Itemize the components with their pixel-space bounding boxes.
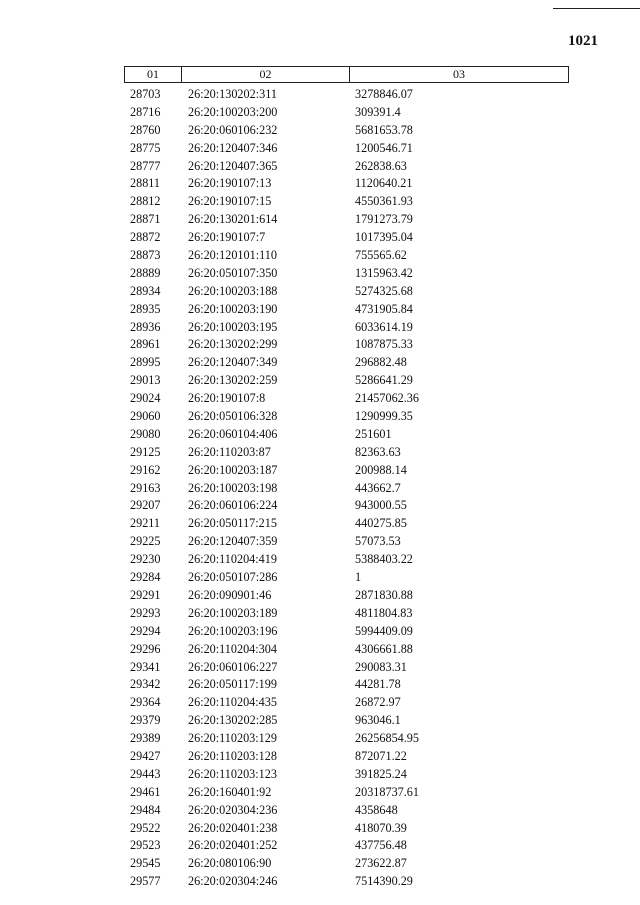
row-number-cell: 29293 [130,605,161,620]
cadastral-number-cell: 26:20:130202:299 [188,337,278,352]
row-number-cell: 29211 [130,516,161,531]
row-number-cell: 28777 [130,158,161,173]
table-row [0,301,640,319]
cadastral-number-cell: 26:20:050107:286 [188,570,278,585]
table-row [0,533,640,551]
value-cell: 309391.4 [355,104,401,119]
cadastral-number-cell: 26:20:100203:200 [188,104,278,119]
row-number-cell: 29341 [130,659,161,674]
cadastral-number-cell: 26:20:130202:285 [188,713,278,728]
cadastral-number-cell: 26:20:050107:350 [188,265,278,280]
row-number-cell: 29522 [130,820,161,835]
table-row [0,515,640,533]
cadastral-number-cell: 26:20:100203:190 [188,301,278,316]
table-row [0,408,640,426]
row-number-cell: 29443 [130,766,161,781]
table-row [0,837,640,855]
cadastral-number-cell: 26:20:020401:252 [188,838,278,853]
cadastral-number-cell: 26:20:110204:435 [188,695,277,710]
cadastral-number-cell: 26:20:120407:346 [188,140,278,155]
row-number-cell: 29230 [130,552,161,567]
row-number-cell: 29024 [130,391,161,406]
table-row [0,766,640,784]
table-row [0,336,640,354]
table-row [0,820,640,838]
value-cell: 273622.87 [355,856,407,871]
row-number-cell: 28934 [130,283,161,298]
table-row [0,211,640,229]
table-row [0,730,640,748]
table-row [0,551,640,569]
value-cell: 4731905.84 [355,301,413,316]
cadastral-number-cell: 26:20:020304:246 [188,874,278,889]
cadastral-number-cell: 26:20:130201:614 [188,212,278,227]
value-cell: 1120640.21 [355,176,413,191]
cadastral-number-cell: 26:20:130202:311 [188,87,277,101]
table-row [0,390,640,408]
cadastral-number-cell: 26:20:100203:198 [188,480,278,495]
value-cell: 5388403.22 [355,552,413,567]
table-row [0,354,640,372]
table-row [0,462,640,480]
value-cell: 443662.7 [355,480,401,495]
cadastral-number-cell: 26:20:190107:15 [188,194,272,209]
row-number-cell: 29225 [130,534,161,549]
table-row [0,605,640,623]
cadastral-number-cell: 26:20:020304:236 [188,802,278,817]
row-number-cell: 29484 [130,802,161,817]
table-row [0,175,640,193]
value-cell: 26256854.95 [355,731,419,746]
table-row [0,158,640,176]
table-row [0,319,640,337]
table-row [0,497,640,515]
cadastral-number-cell: 26:20:100203:189 [188,605,278,620]
value-cell: 1791273.79 [355,212,413,227]
row-number-cell: 28935 [130,301,161,316]
cadastral-number-cell: 26:20:120407:349 [188,355,278,370]
value-cell: 26872.97 [355,695,401,710]
table-row [0,694,640,712]
table-row [0,784,640,802]
value-cell: 200988.14 [355,462,407,477]
cadastral-number-cell: 26:20:050117:199 [188,677,277,692]
cadastral-number-cell: 26:20:190107:13 [188,176,272,191]
value-cell: 1315963.42 [355,265,413,280]
table-row [0,873,640,891]
value-cell: 296882.48 [355,355,407,370]
table-row [0,748,640,766]
value-cell: 1 [355,570,362,585]
value-cell: 1087875.33 [355,337,413,352]
table-row [0,426,640,444]
row-number-cell: 28871 [130,212,161,227]
value-cell: 290083.31 [355,659,407,674]
value-cell: 755565.62 [355,248,407,263]
column-header-02: 02 [259,67,272,81]
cadastral-number-cell: 26:20:110204:304 [188,641,277,656]
row-number-cell: 28760 [130,122,161,137]
cadastral-number-cell: 26:20:190107:7 [188,230,266,245]
cadastral-number-cell: 26:20:160401:92 [188,784,272,799]
value-cell: 872071.22 [355,748,407,763]
row-number-cell: 28812 [130,194,161,209]
value-cell: 943000.55 [355,498,407,513]
table-row [0,86,640,104]
value-cell: 1017395.04 [355,230,413,245]
row-number-cell: 28961 [130,337,161,352]
table-row [0,802,640,820]
value-cell: 3278846.07 [355,87,413,101]
cadastral-number-cell: 26:20:100203:196 [188,623,278,638]
value-cell: 21457062.36 [355,391,419,406]
cadastral-number-cell: 26:20:100203:188 [188,283,278,298]
row-number-cell: 28995 [130,355,161,370]
row-number-cell: 28889 [130,265,161,280]
value-cell: 44281.78 [355,677,401,692]
table-row [0,480,640,498]
table-row [0,122,640,140]
cadastral-number-cell: 26:20:090901:46 [188,587,272,602]
table-row [0,623,640,641]
row-number-cell: 29296 [130,641,161,656]
value-cell: 1200546.71 [355,140,413,155]
value-cell: 437756.48 [355,838,407,853]
value-cell: 262838.63 [355,158,407,173]
cadastral-number-cell: 26:20:110203:87 [188,444,271,459]
value-cell: 5274325.68 [355,283,413,298]
cadastral-number-cell: 26:20:060106:224 [188,498,278,513]
cadastral-number-cell: 26:20:060106:232 [188,122,278,137]
cadastral-number-cell: 26:20:050117:215 [188,516,277,531]
cadastral-number-cell: 26:20:100203:195 [188,319,278,334]
row-number-cell: 28775 [130,140,161,155]
cadastral-number-cell: 26:20:100203:187 [188,462,278,477]
value-cell: 4306661.88 [355,641,413,656]
value-cell: 4550361.93 [355,194,413,209]
row-number-cell: 29013 [130,373,161,388]
table-row [0,104,640,122]
value-cell: 5994409.09 [355,623,413,638]
table-row [0,587,640,605]
cadastral-number-cell: 26:20:110203:128 [188,748,277,763]
row-number-cell: 29342 [130,677,161,692]
value-cell: 1290999.35 [355,409,413,424]
value-cell: 7514390.29 [355,874,413,889]
cadastral-number-cell: 26:20:050106:328 [188,409,278,424]
row-number-cell: 28716 [130,104,161,119]
table-row [0,712,640,730]
table-row [0,283,640,301]
table-row [0,193,640,211]
row-number-cell: 29125 [130,444,161,459]
row-number-cell: 29379 [130,713,161,728]
table-row [0,444,640,462]
row-number-cell: 29577 [130,874,161,889]
row-number-cell: 29080 [130,426,161,441]
value-cell: 6033614.19 [355,319,413,334]
value-cell: 391825.24 [355,766,407,781]
value-cell: 5286641.29 [355,373,413,388]
cadastral-number-cell: 26:20:060106:227 [188,659,278,674]
row-number-cell: 28811 [130,176,161,191]
row-number-cell: 29284 [130,570,161,585]
cadastral-number-cell: 26:20:110204:419 [188,552,277,567]
table-body [0,86,640,891]
row-number-cell: 29545 [130,856,161,871]
top-rule [553,8,640,9]
value-cell: 963046.1 [355,713,401,728]
value-cell: 20318737.61 [355,784,419,799]
row-number-cell: 29162 [130,462,161,477]
value-cell: 440275.85 [355,516,407,531]
table-row [0,641,640,659]
row-number-cell: 29427 [130,748,161,763]
row-number-cell: 29389 [130,731,161,746]
row-number-cell: 29523 [130,838,161,853]
cadastral-number-cell: 26:20:020401:238 [188,820,278,835]
cadastral-number-cell: 26:20:120407:359 [188,534,278,549]
row-number-cell: 29060 [130,409,161,424]
value-cell: 251601 [355,426,392,441]
table-header [124,66,569,83]
table-row [0,676,640,694]
table-row [0,140,640,158]
row-number-cell: 29364 [130,695,161,710]
row-number-cell: 28703 [130,87,161,101]
value-cell: 4811804.83 [355,605,413,620]
cadastral-number-cell: 26:20:110203:129 [188,731,277,746]
value-cell: 5681653.78 [355,122,413,137]
cadastral-number-cell: 26:20:060104:406 [188,426,278,441]
table-row [0,855,640,873]
row-number-cell: 29207 [130,498,161,513]
value-cell: 4358648 [355,802,398,817]
column-header-03: 03 [453,67,465,81]
row-number-cell: 28936 [130,319,161,334]
value-cell: 82363.63 [355,444,401,459]
value-cell: 2871830.88 [355,587,413,602]
page-number: 1021 [568,33,598,49]
cadastral-number-cell: 26:20:080106:90 [188,856,272,871]
column-header-01: 01 [147,67,159,81]
table-row [0,569,640,587]
cadastral-number-cell: 26:20:110203:123 [188,766,277,781]
value-cell: 418070.39 [355,820,407,835]
table-row [0,372,640,390]
row-number-cell: 29163 [130,480,161,495]
table-row [0,247,640,265]
row-number-cell: 29294 [130,623,161,638]
table-row [0,659,640,677]
row-number-cell: 29461 [130,784,161,799]
table-row [0,265,640,283]
row-number-cell: 28873 [130,248,161,263]
cadastral-number-cell: 26:20:120407:365 [188,158,278,173]
cadastral-number-cell: 26:20:130202:259 [188,373,278,388]
table-row [0,229,640,247]
value-cell: 57073.53 [355,534,401,549]
cadastral-number-cell: 26:20:120101:110 [188,248,277,263]
row-number-cell: 28872 [130,230,161,245]
row-number-cell: 29291 [130,587,161,602]
cadastral-number-cell: 26:20:190107:8 [188,391,266,406]
